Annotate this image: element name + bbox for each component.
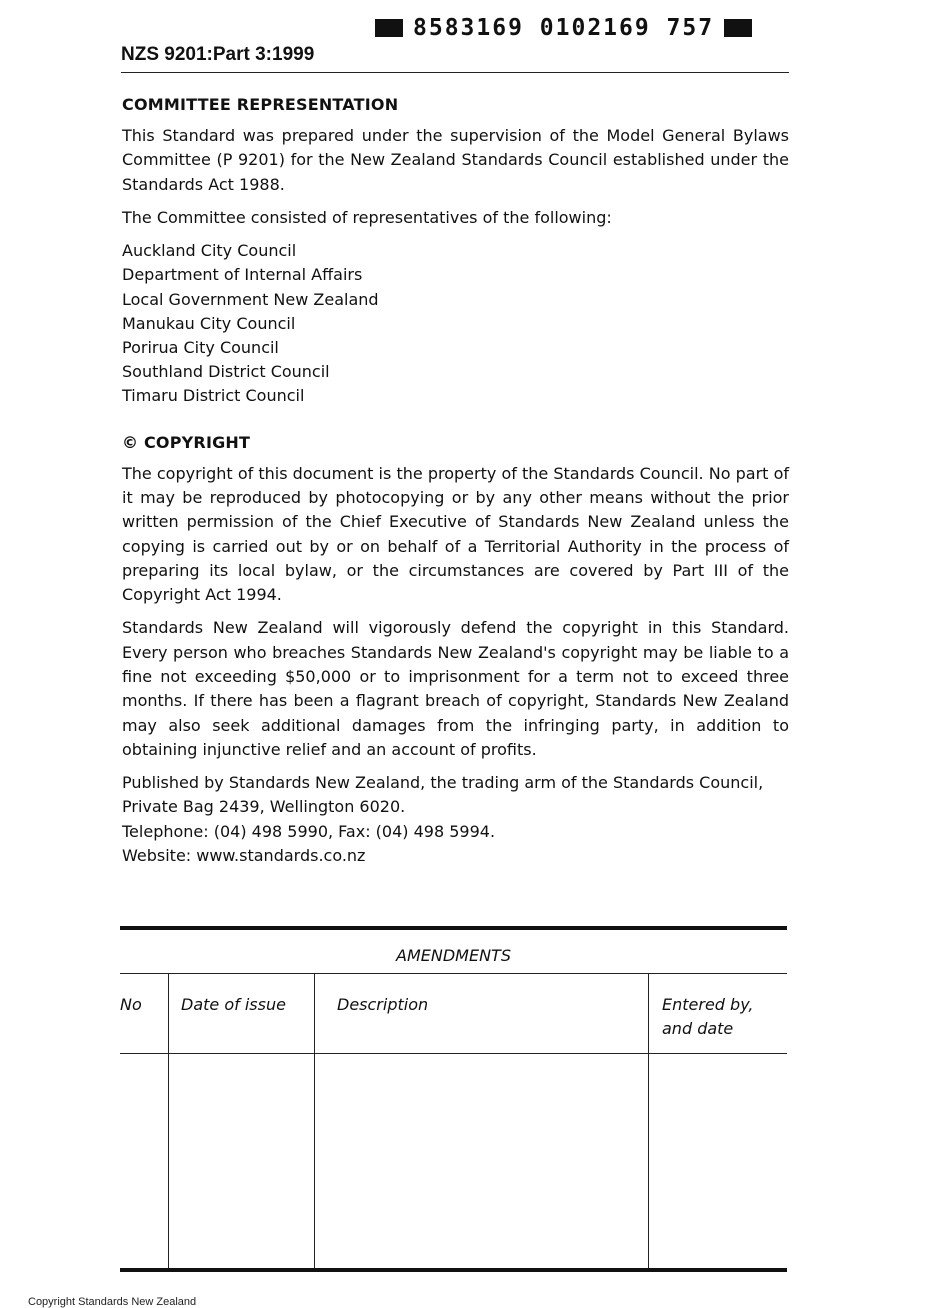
amendments-title: AMENDMENTS — [396, 946, 511, 965]
org-item: Local Government New Zealand — [122, 289, 379, 309]
org-item: Southland District Council — [122, 362, 330, 382]
publisher-block — [122, 771, 789, 868]
org-item: Porirua City Council — [122, 338, 279, 357]
column-divider — [168, 973, 169, 1270]
org-item: Timaru District Council — [122, 386, 305, 406]
standard-id: NZS 9201:Part 3:1999 — [121, 44, 315, 65]
barcode-block-left — [375, 19, 403, 37]
committee-heading: COMMITTEE REPRESENTATION — [122, 95, 399, 114]
amendments-bottom-rule — [120, 1268, 787, 1272]
amendments-top-rule — [120, 926, 787, 930]
document-body — [122, 95, 789, 868]
committee-intro: This Standard was prepared under the supervision of the Model General Bylaws Committee (P 9201) for the New Zealand Standards Council established under the Standards Act 1988. — [122, 126, 789, 194]
copyright-heading: © COPYRIGHT — [122, 432, 251, 452]
org-item: Department of Internal Affairs — [122, 265, 363, 285]
publisher-telephone: Telephone: (04) 498 5990, Fax: (04) 498 5994. — [122, 821, 496, 841]
column-header-entered: Entered by, and date — [662, 995, 754, 1038]
org-item: Auckland City Council — [122, 241, 297, 261]
column-divider — [314, 973, 315, 1270]
barcode-block-right — [724, 19, 752, 37]
org-item: Manukau City Council — [122, 313, 296, 333]
barcode-header — [375, 14, 785, 42]
committee-consisted: The Committee consisted of representatives of the following: — [122, 207, 612, 227]
column-header-date: Date of issue — [181, 995, 286, 1014]
publisher-website: Website: www.standards.co.nz — [122, 846, 366, 866]
barcode-number: 8583169 0102169 757 — [413, 15, 715, 41]
footer-copyright: Copyright Standards New Zealand — [28, 1296, 197, 1308]
column-header-description: Description — [337, 995, 429, 1014]
header-rule — [121, 72, 789, 73]
copyright-para-2: Standards New Zealand will vigorously defend the copyright in this Standard. Every person who breaches Standards New Zealand's copyright may be liable to a fine not exceeding $50,000 or to imprisonment for a term not to exceed three months. If there has been a flagrant breach of copyright, Standards New Zealand may also seek additional damages from the infringing party, in addition to obtaining injunctive relief and an account of profits. — [122, 618, 789, 759]
amendments-table — [120, 926, 787, 1274]
column-header-no: No — [120, 995, 142, 1014]
amendments-header-rule-bottom — [120, 1053, 787, 1054]
committee-org-list — [122, 239, 789, 408]
copyright-para-1: The copyright of this document is the property of the Standards Council. No part of it may be reproduced by photocopying or by any other means without the prior written permission of the Chief Executive of Standards New Zealand unless the copying is carried out by or on behalf of a Territorial Authority in the process of preparing its local bylaw, or the circumstances are covered by Part III of the Copyright Act 1994. — [122, 463, 789, 605]
column-divider — [648, 973, 649, 1270]
amendments-header-rule-top — [120, 973, 787, 974]
publisher-text: Published by Standards New Zealand, the trading arm of the Standards Council, Private Bag 2439, Wellington 6020. — [122, 773, 764, 817]
